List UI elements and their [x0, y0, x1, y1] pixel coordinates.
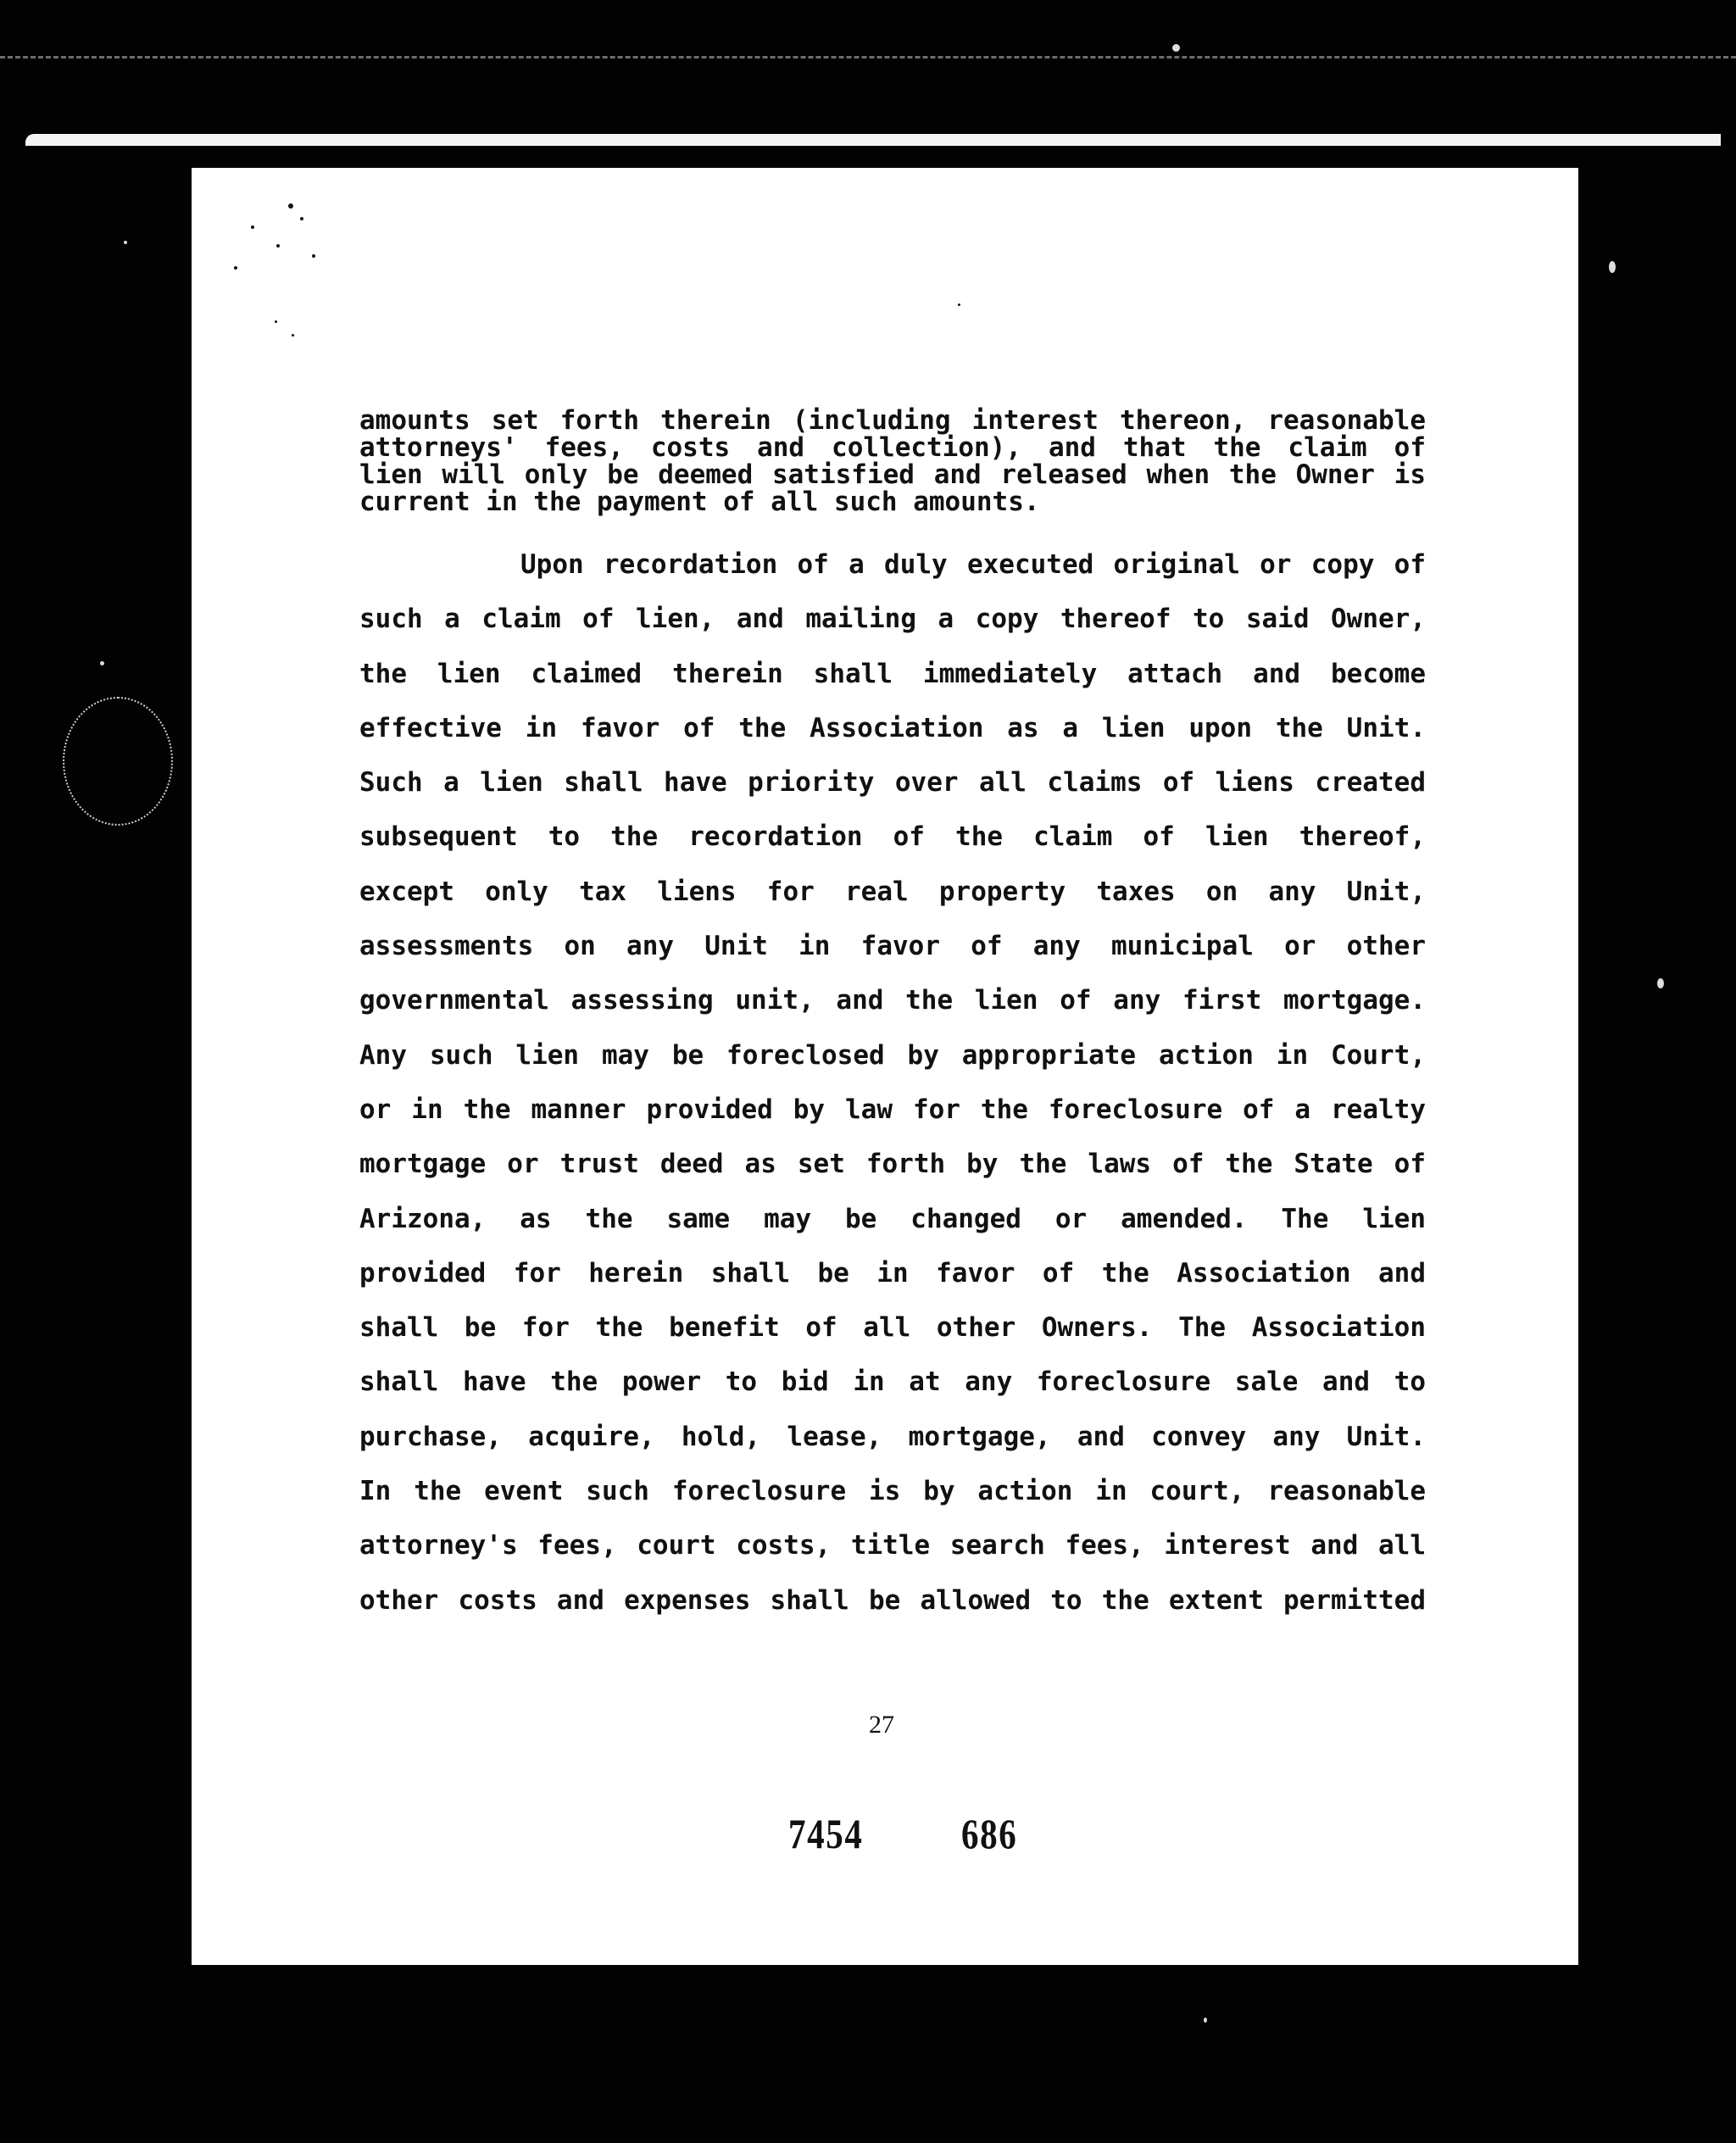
text-line: other costs and expenses shall be allowed to the extent permitted [359, 1584, 1426, 1616]
page-number: 27 [869, 1711, 894, 1739]
scan-speck [312, 254, 315, 258]
scan-speck [1204, 2018, 1207, 2023]
scan-speck [300, 217, 303, 220]
text-line: Any such lien may be foreclosed by appropriate action in Court, [359, 1039, 1426, 1071]
scan-speck [1609, 261, 1616, 273]
scan-speck [234, 266, 237, 270]
text-line: such a claim of lien, and mailing a copy thereof to said Owner, [359, 604, 1426, 635]
text-line: subsequent to the recordation of the claim of lien thereof, [359, 821, 1426, 853]
scan-speck [251, 225, 254, 229]
scan-paper-edge [25, 134, 1721, 146]
text-line: Arizona, as the same may be changed or amended. The lien [359, 1203, 1426, 1234]
scan-speck [275, 320, 277, 323]
scan-speck [1657, 978, 1664, 988]
recording-page-number: 686 [961, 1810, 1018, 1857]
intro-paragraph [359, 407, 1426, 515]
text-line: or in the manner provided by law for the foreclosure of a realty [359, 1094, 1426, 1125]
scan-speck [1172, 44, 1180, 52]
scan-speck [292, 334, 294, 337]
text-line: Upon recordation of a duly executed original or copy of [520, 549, 1426, 580]
text-line: shall be for the benefit of all other Owners. The Association [359, 1312, 1426, 1344]
scan-speck [288, 203, 293, 209]
scan-top-edge [0, 56, 1736, 58]
text-line: the lien claimed therein shall immediately attach and become [359, 658, 1426, 689]
text-line: In the event such foreclosure is by action in court, reasonable [359, 1476, 1426, 1507]
text-line: shall have the power to bid in at any foreclosure sale and to [359, 1367, 1426, 1398]
text-line: Such a lien shall have priority over all claims of liens created [359, 767, 1426, 799]
body-paragraph [359, 537, 1426, 1628]
text-line: attorneys' fees, costs and collection), and that the claim of [359, 432, 1426, 463]
scan-speck [276, 244, 280, 248]
text-line: except only tax liens for real property taxes on any Unit, [359, 876, 1426, 907]
text-line: effective in favor of the Association as a lien upon the Unit. [359, 712, 1426, 743]
text-line: amounts set forth therein (including interest thereon, reasonable [359, 405, 1426, 436]
text-line: attorney's fees, court costs, title search fees, interest and all [359, 1530, 1426, 1561]
text-line: mortgage or trust deed as set forth by the laws of the State of [359, 1149, 1426, 1180]
recording-book-number: 7454 [788, 1810, 864, 1857]
text-line: provided for herein shall be in favor of the Association and [359, 1257, 1426, 1289]
punch-hole [63, 697, 173, 826]
text-line: current in the payment of all such amounts. [359, 487, 1040, 517]
scan-speck [124, 241, 127, 244]
text-line: purchase, acquire, hold, lease, mortgage, and convey any Unit. [359, 1421, 1426, 1452]
scan-speck [100, 661, 104, 665]
scan-speck [958, 303, 960, 306]
text-line: assessments on any Unit in favor of any municipal or other [359, 931, 1426, 962]
text-line: lien will only be deemed satisfied and released when the Owner is [359, 459, 1426, 490]
text-line: governmental assessing unit, and the lien of any first mortgage. [359, 985, 1426, 1016]
